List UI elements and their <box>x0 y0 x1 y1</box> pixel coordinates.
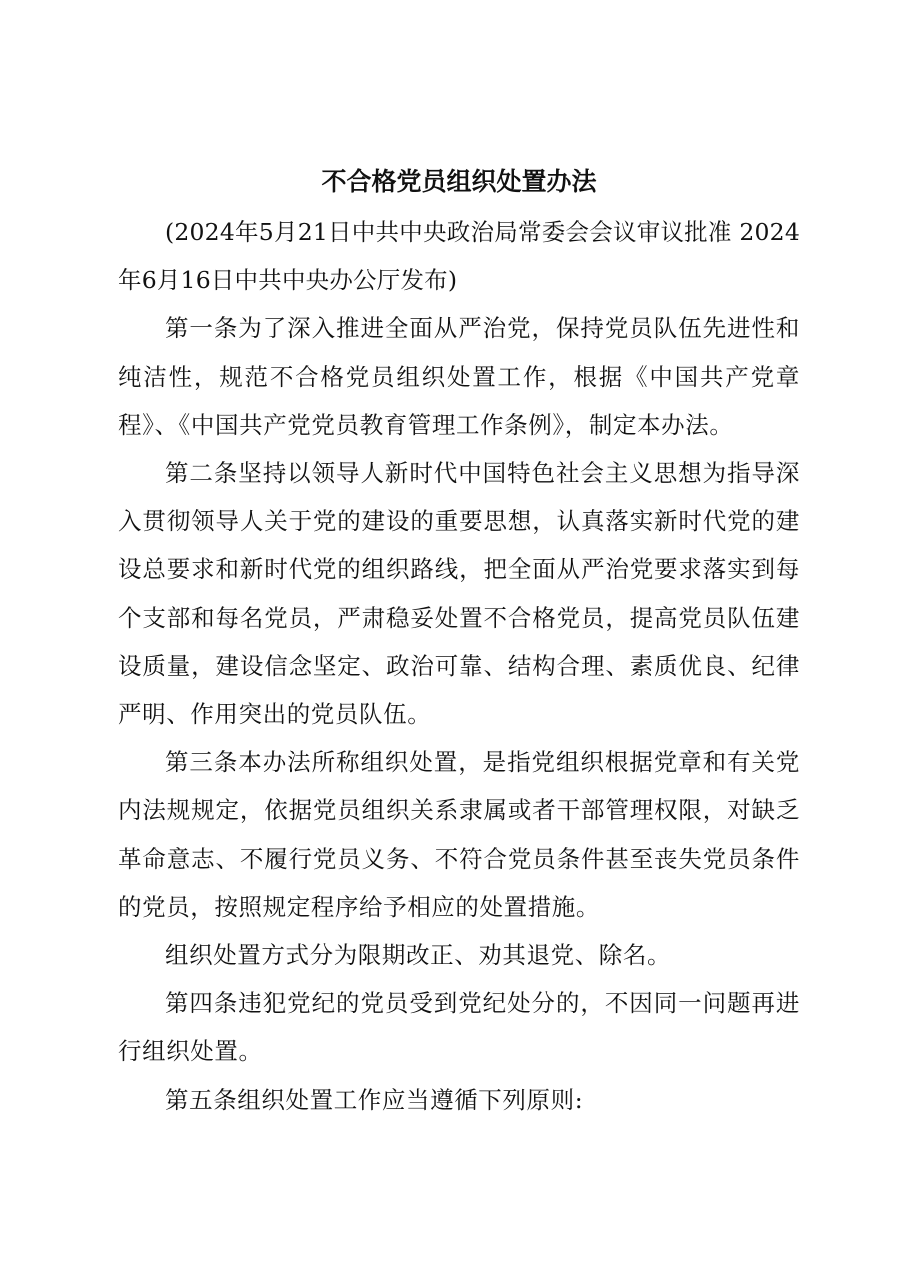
article-5: 第五条组织处置工作应当遵循下列原则: <box>165 1085 584 1114</box>
article-1: 第一条为了深入推进全面从严治党，保持党员队伍先进性和纯洁性，规范不合格党员组织处置工作，根据《中国共产党章程》、《中国共产党党员教育管理工作条例》，制定本办法。 <box>118 314 800 439</box>
approval-note: (2024年5月21日中共中央政治局常委会会议审议批准 2024年6月16日中共中央办公厅发布) <box>118 218 800 295</box>
document-page <box>118 160 800 1124</box>
article-3-disposal-methods: 组织处置方式分为限期改正、劝其退党、除名。 <box>165 941 672 970</box>
article-4: 第四条违犯党纪的党员受到党纪处分的，不因同一问题再进行组织处置。 <box>118 989 800 1066</box>
article-2: 第二条坚持以领导人新时代中国特色社会主义思想为指导深入贯彻领导人关于党的建设的重要思想，认真落实新时代党的建设总要求和新时代党的组织路线，把全面从严治党要求落实到每个支部和每名党员，严肃稳妥处置不合格党员，提高党员队伍建设质量，建设信念坚定、政治可靠、结构合理、素质优良、纪律严明、作用突出的党员队伍。 <box>118 459 800 729</box>
document-title: 不合格党员组织处置办法 <box>321 167 597 196</box>
article-3: 第三条本办法所称组织处置，是指党组织根据党章和有关党内法规规定，依据党员组织关系隶属或者干部管理权限，对缺乏革命意志、不履行党员义务、不符合党员条件甚至丧失党员条件的党员，按照规定程序给予相应的处置措施。 <box>118 748 800 921</box>
